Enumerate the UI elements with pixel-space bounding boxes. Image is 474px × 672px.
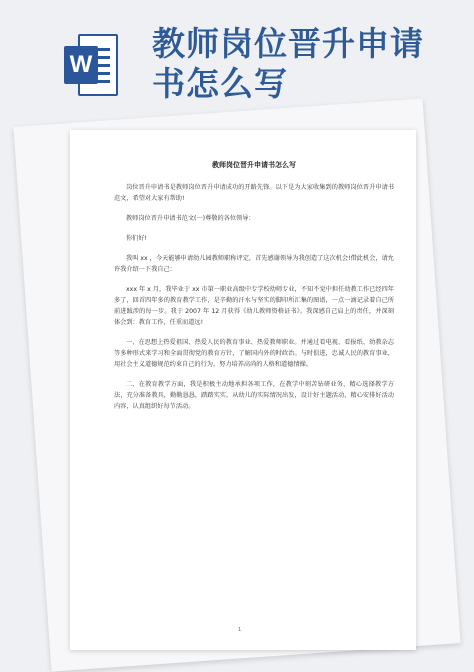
document-page xyxy=(70,130,416,650)
document-paragraph: 教师岗位晋升申请书范文(一)尊敬的各位领导： xyxy=(126,215,255,222)
document-paragraph: 一、在思想上热爱祖国、热爱人民的教育事业、热爱教师职业。并通过看电视、看报纸、幼教杂志等多种形式来学习和全面贯彻党的教育方针，了解国内外的时政治。与时俱进，忠诚人民的教育事业，用社会主义道德规范约束自己的行为，努力培养高尚的人格和道德情操。 xyxy=(114,339,394,368)
document-paragraph: 二、在教育教学方面，我是积极主动地承担各项工作，在教学中刻苦钻研业务，精心选择教学方法，充分准备教具，勤勤恳恳，踏踏实实，从幼儿的实际情况出发，设计好主题活动，精心安排好活动内容，认真组织好每节活动。 xyxy=(114,381,394,410)
page-title: 教师岗位晋升申请书怎么写 xyxy=(152,24,424,103)
word-badge-letter: W xyxy=(64,46,98,84)
document-paragraph: 我叫 xx ，今天能够申请幼儿园教师职称评定，首先感谢领导为我创造了这次机会!借此机会，请允许我介绍一下我自己： xyxy=(114,255,394,273)
page-number: 1 xyxy=(238,627,242,633)
header-banner xyxy=(0,0,474,120)
document-paragraph: 岗位晋升申请书是教师岗位晋升申请成功的开路先锋。以下是为大家收集到的教师岗位晋升申请书范文，希望对大家有帮助! xyxy=(114,184,394,202)
document-heading: 教师岗位晋升申请书怎么写 xyxy=(212,161,296,169)
document-paragraph: xxx 年 x 月，我毕业于 xx 市第一职业高级中专学校幼师专业，不知不觉中担任幼教工作已经四年多了，回首四年多的教育教学工作，是辛勤的汗水与坚实的脚印所汇集的图谱，一点一滴记录着自己所前进跋涉的每一步。我于 2007 年 12 月获得《幼儿教师资格证书》。我深感自己肩上的责任，并深刻体会到：教育工作，任重而道远! xyxy=(114,286,394,326)
document-body xyxy=(114,160,394,421)
word-document-icon xyxy=(64,34,118,96)
document-paragraph: 你们好! xyxy=(126,235,148,242)
